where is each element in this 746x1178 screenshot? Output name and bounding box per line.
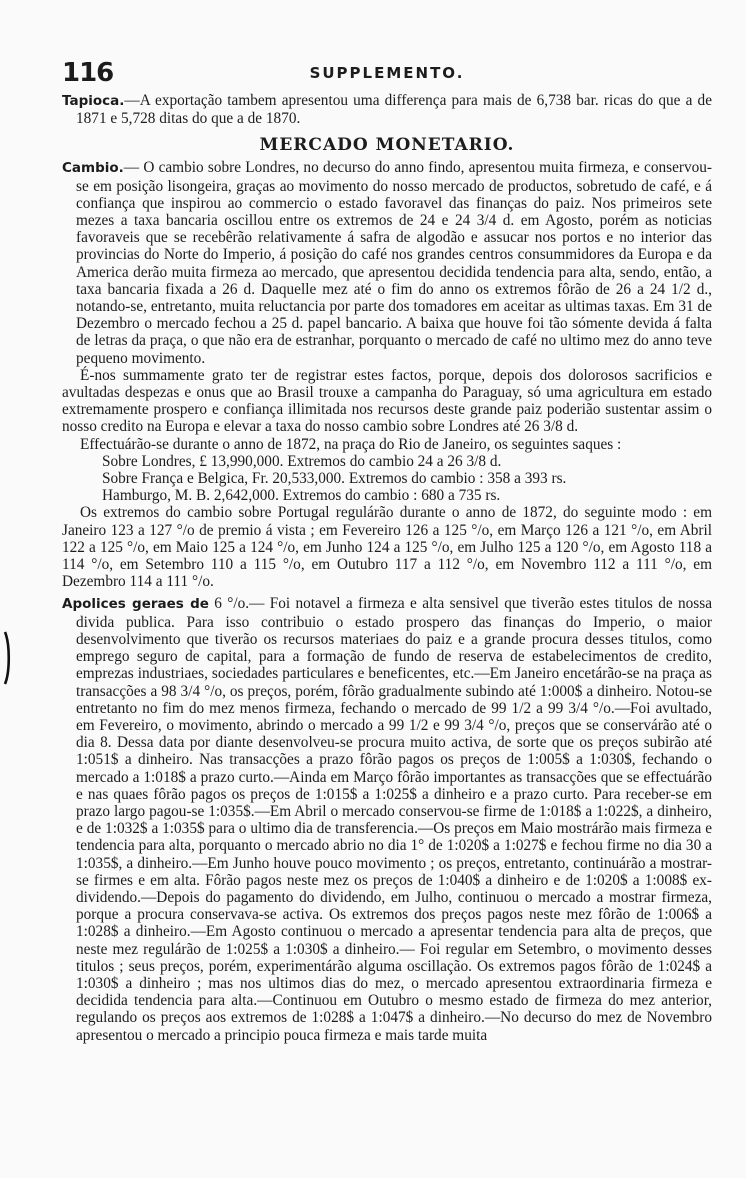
paragraph-cambio-2: É-nos summamente grato ter de registrar estes factos, porque, depois dos dolorosos sacrificios e avultadas despezas e onus que ao Brasil trouxe a campanha do Paraguay, só uma agricultura em estado extremamente prospero e confiança illimitada nos recursos deste grande paiz poderião sustentar assim o nosso credito na Europa e elevar a taxa do nosso cambio sobre Londres até 26 3/8 d. (62, 366, 712, 436)
text-apolices: 6 °/o.— Foi notavel a firmeza e alta sensivel que tiverão estes titulos de nossa divida publica. Para isso contribuio o estado prospero das finanças do Imperio, o maior desenvolvimento que tiverão os recursos materiaes do paiz e a grande procura desses titulos, como emprego seguro de capital, para a formação de fundo de reserva de estabelecimentos de credito, emprezas industriaes, sociedades particulares e beneficentes, etc.—Em Janeiro encetárão-se na praça as transacções a 98 3/4 °/o, os preços, porém, fôrão gradualmente subindo até 1:000$ a dinheiro. Notou-se entretanto no fim do mez menos firmeza, fechando o mercado de 99 1/2 a 99 3/4 °/o.—Foi avultado, em Fevereiro, o movimento, abrindo o mercado a 99 1/2 e 99 3/4 °/o, preços que se conservárão até o dia 8. Dessa data por diante desenvolveu-se procura muito activa, de sorte que os preços subirão até 1:051$ a dinheiro. Nas transacções a prazo fôrão pagos os preços de 1:005$ a 1:030$, fechando o mercado a 1:018$ a prazo curto.—Ainda em Março fôrão importantes as transacções que se effectuárão e nas quaes fôrão pagos os preços de 1:015$ a 1:025$ a dinheiro e a prazo curto. Para receber-se em prazo largo pagou-se 1:035$.—Em Abril o mercado conservou-se firme de 1:018$ a 1:022$, a dinheiro, e de 1:032$ a 1:035$ para o ultimo dia de transferencia.—Os preços em Maio mostrárão mais firmeza e tendencia para alta, porquanto o mercado abrio no dia 1° de 1:020$ a 1:027$ e fechou firme no dia 30 a 1:035$, a dinheiro.—Em Junho houve pouco movimento ; os preços, entretanto, continuárão a mostrar-se firmes e em alta. Fôrão pagos neste mez os preços de 1:040$ a dinheiro e de 1:020$ a 1:008$ ex-dividendo.—Depois do pagamento do dividendo, em Julho, continuou o mercado a mostrar firmeza, porque a procura conservava-se activa. Os extremos dos preços pagos neste mez fôrão de 1:006$ a 1:028$ a dinheiro.—Em Agosto continuou o mercado a apresentar tendencia para alta de preços, que neste mez regulárão de 1:025$ a 1:030$ a dinheiro.— Foi regular em Setembro, o movimento desses titulos ; seus preços, porém, experimentárão alguma oscillação. Os extremos pagos fôrão de 1:024$ a 1:030$ a dinheiro ; mas nos ultimos dias do mez, o mercado apresentou extraordinaria firmeza e decidida tendencia para alta.—Continuou em Outubro o mesmo estado de firmeza do mez anterior, regulando os preços aos extremos de 1:028$ a 1:047$ a dinheiro.—No decurso do mez de Novembro apresentou o mercado a principio pouca firmeza e mais tarde muita (76, 595, 712, 1044)
paragraph-cambio (62, 159, 712, 366)
paragraph-portugal: Os extremos do cambio sobre Portugal regulárão durante o anno de 1872, do seguinte modo : em Janeiro 123 a 127 °/o de premio á vista ; em Fevereiro 126 a 125 °/o, em Março 126 a 121 °/o, em Abril 122 a 125 °/o, em Maio 125 a 124 °/o, em Junho 124 a 125 °/o, em Julho 125 a 120 °/o, em Agosto 118 a 114 °/o, em Setembro 110 a 115 °/o, em Outubro 117 a 112 °/o, em Novembro 112 a 111 °/o, em Dezembro 114 a 111 °/o. (62, 504, 712, 591)
page-number: 116 (62, 58, 114, 88)
saque-hamburgo: Hamburgo, M. B. 2,642,000. Extremos do cambio : 680 a 735 rs. (102, 487, 501, 505)
page (62, 58, 712, 1044)
text-cambio: — O cambio sobre Londres, no decurso do anno findo, apresentou muita firmeza, e conservou-se em posição lisongeira, graças ao movimento do nosso mercado de productos, sobretudo de café, e á confiança que inspirou ao commercio o estado favoravel das finanças do paiz. Nos primeiros sete mezes a taxa bancaria oscillou entre os extremos de 24 e 24 3/4 d. em Agosto, porém as noticias favoraveis que se recebêrão relativamente á safra de algodão e assucar nos portos e no interior das provincias do Norte do Imperio, á posição do café nos grandes centros consummidores da Europa e da America derão muita firmeza ao mercado, que apresentou decidida tendencia para alta, sendo, então, a taxa bancaria fixada a 26 d. Daquelle mez até o fim do anno os extremos fôrão de 26 a 24 1/2 d., notando-se, entretanto, muita reluctancia por parte dos tomadores em aceitar as ultimas taxas. Em 31 de Dezembro o mercado fechou a 25 d. papel bancario. A baixa que houve foi tão sómente devida á falta de letras da praça, o que não era de estranhar, porquanto o mercado de café no ultimo mez do anno teve pequeno movimento. (76, 159, 712, 367)
paragraph-cambio-3: Effectuárão-se durante o anno de 1872, na praça do Rio de Janeiro, os seguintes saques : (80, 435, 622, 453)
section-title: MERCADO MONETARIO. (259, 135, 515, 156)
running-head: SUPPLEMENTO. (309, 64, 465, 82)
paragraph-apolices (62, 595, 712, 1043)
paragraph-tapioca (62, 92, 712, 127)
text-tapioca: —A exportação tambem apresentou uma differença para mais de 6,738 bar. ricas do que a de 1871 e 5,728 ditas do que a de 1870. (76, 92, 712, 128)
lead-tapioca: Tapioca. (62, 93, 125, 109)
saque-franca: Sobre França e Belgica, Fr. 20,533,000. Extremos do cambio : 358 a 393 rs. (102, 470, 567, 488)
lead-cambio: Cambio. (62, 160, 124, 177)
page-header (62, 58, 712, 92)
saque-londres: Sobre Londres, £ 13,990,000. Extremos do cambio 24 a 26 3/8 d. (102, 452, 502, 470)
lead-apolices: Apolices geraes de (62, 596, 209, 613)
margin-bracket-mark (2, 630, 12, 686)
